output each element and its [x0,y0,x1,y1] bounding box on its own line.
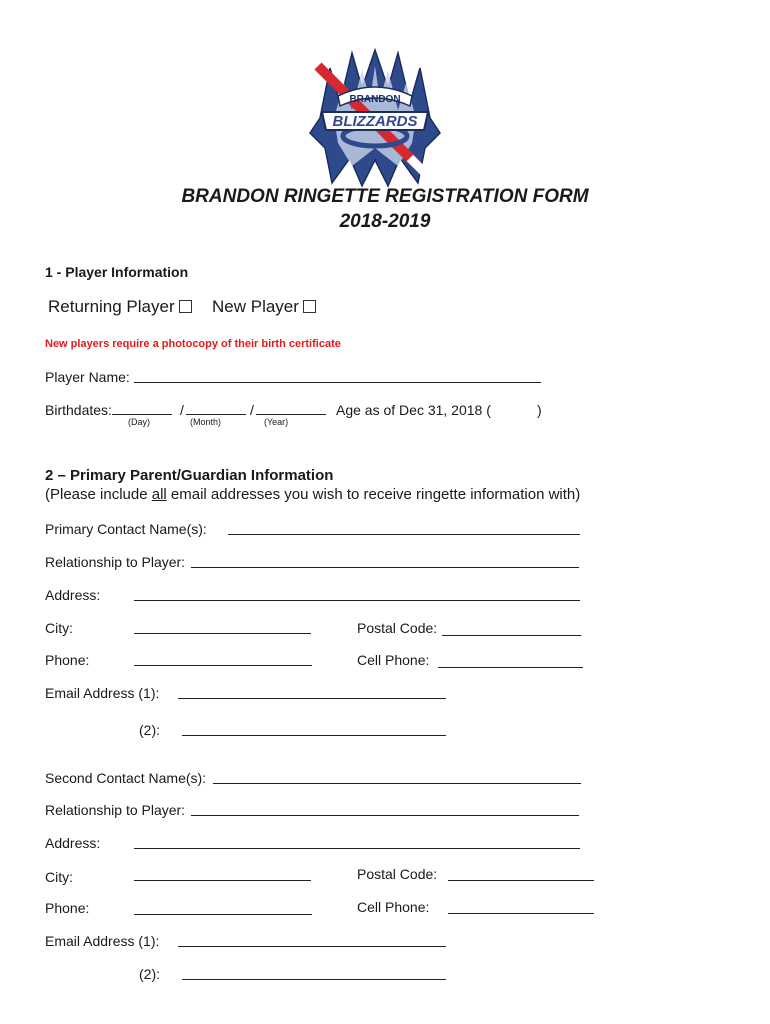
primary-cell-field[interactable] [438,667,583,668]
primary-postal-label: Postal Code: [357,620,438,636]
second-relationship-label: Relationship to Player: [45,802,186,818]
birth-month-field[interactable] [186,414,246,415]
second-relationship-field[interactable] [191,815,579,816]
second-city-label: City: [45,869,73,885]
new-player-note: New players require a photocopy of their birth certificate [45,338,341,350]
blizzards-logo [300,48,450,188]
second-postal-label: Postal Code: [357,866,438,882]
primary-city-label: City: [45,620,73,636]
form-season: 2018-2019 [339,211,431,232]
player-name-label: Player Name: [45,369,130,385]
primary-cell-label: Cell Phone: [357,652,430,668]
primary-postal-field[interactable] [442,635,581,636]
new-player-label: New Player [212,297,299,316]
second-cell-field[interactable] [448,913,594,914]
month-caption: (Month) [190,417,222,427]
date-slash-1: / [180,402,184,418]
new-player-option[interactable] [212,297,316,317]
second-email1-field[interactable] [178,946,446,947]
primary-email2-label: (2): [139,722,160,738]
second-city-field[interactable] [134,880,311,881]
primary-relationship-field[interactable] [191,567,579,568]
section2-subheading [45,486,580,503]
primary-phone-label: Phone: [45,652,90,668]
birth-year-field[interactable] [256,414,326,415]
returning-player-checkbox[interactable] [179,300,192,313]
year-caption: (Year) [264,417,289,427]
returning-player-option[interactable] [48,297,192,317]
second-phone-field[interactable] [134,914,312,915]
second-email2-label: (2): [139,966,160,982]
player-name-field[interactable] [134,382,541,383]
day-caption: (Day) [128,417,150,427]
primary-email2-field[interactable] [182,735,446,736]
birth-day-field[interactable] [112,414,172,415]
section2-heading: 2 – Primary Parent/Guardian Information [45,467,334,484]
primary-city-field[interactable] [134,633,311,634]
second-phone-label: Phone: [45,900,90,916]
section1-heading: 1 - Player Information [45,264,189,280]
returning-player-label: Returning Player [48,297,175,316]
second-contact-field[interactable] [213,783,581,784]
form-title: BRANDON RINGETTE REGISTRATION FORM [181,186,589,207]
second-address-label: Address: [45,835,101,851]
second-contact-label: Second Contact Name(s): [45,770,207,786]
primary-relationship-label: Relationship to Player: [45,554,186,570]
primary-contact-field[interactable] [228,534,580,535]
birthdates-label: Birthdates: [45,402,112,418]
second-address-field[interactable] [134,848,580,849]
second-email1-label: Email Address (1): [45,933,160,949]
new-player-checkbox[interactable] [303,300,316,313]
primary-phone-field[interactable] [134,665,312,666]
age-label: Age as of Dec 31, 2018 ( [336,402,491,418]
primary-email1-label: Email Address (1): [45,685,160,701]
primary-address-field[interactable] [134,600,580,601]
date-slash-2: / [250,402,254,418]
subheading-part-2: email addresses you wish to receive ringette information with) [166,486,581,503]
second-postal-field[interactable] [448,880,594,881]
logo-top-text: BRANDON [349,94,401,105]
second-cell-label: Cell Phone: [357,899,430,915]
age-close-paren: ) [537,402,542,418]
subheading-part-1: (Please include [45,486,152,503]
second-email2-field[interactable] [182,979,446,980]
logo-main-text: BLIZZARDS [332,113,418,130]
primary-contact-label: Primary Contact Name(s): [45,521,207,537]
primary-email1-field[interactable] [178,698,446,699]
subheading-underlined: all [151,486,167,503]
primary-address-label: Address: [45,587,101,603]
